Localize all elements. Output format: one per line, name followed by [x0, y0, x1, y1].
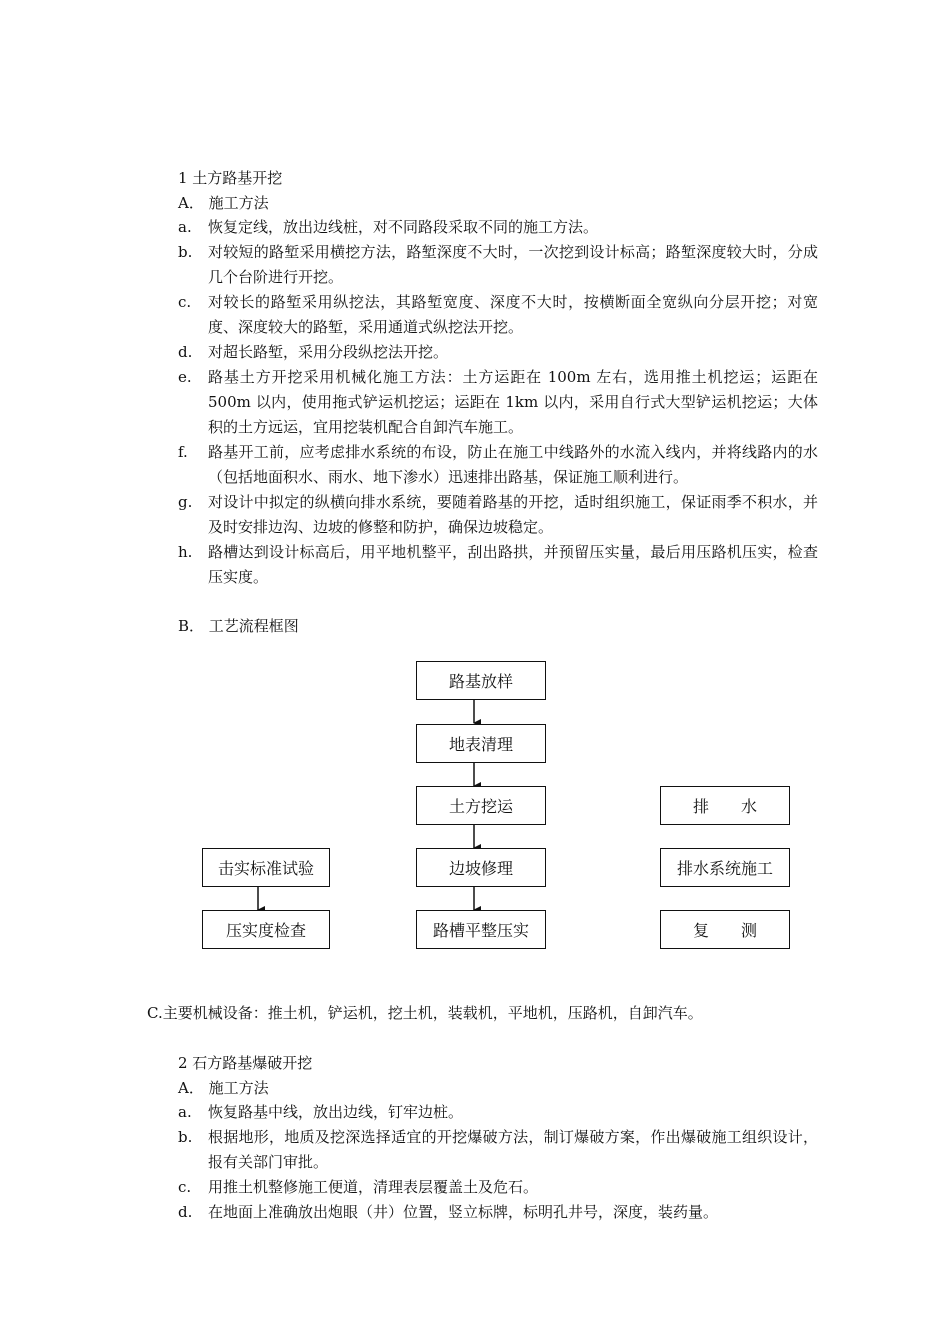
item-text: 恢复路基中线，放出边线，钉牢边桩。 [208, 1103, 464, 1121]
item-text: 对较长的路堑采用纵挖法，其路堑宽度、深度不大时，按横断面全宽纵向分层开挖；对宽度、深度较大的路堑，采用通道式纵挖法开挖。 [208, 293, 818, 336]
item-text: 对设计中拟定的纵横向排水系统，要随着路基的开挖，适时组织施工，保证雨季不积水，并及时安排边沟、边坡的修整和防护，确保边坡稳定。 [208, 493, 818, 536]
item-mark: c. [178, 293, 192, 311]
section1-partC-text: C.主要机械设备：推土机，铲运机，挖土机，装载机，平地机，压路机，自卸汽车。 [147, 1004, 703, 1022]
flow-box-resurvey: 复 测 [660, 910, 790, 949]
item-mark: d. [178, 343, 193, 361]
flow-box-clearing: 地表清理 [416, 724, 546, 763]
item-mark: b. [178, 1128, 193, 1146]
item-mark: g. [178, 493, 193, 511]
item-text: 路基土方开挖采用机械化施工方法：土方运距在 100m 左右，选用推土机挖运；运距在 500m 以内，使用拖式铲运机挖运；运距在 1km 以内，采用自行式大型铲运机挖运；大体积的土方远运，宜用挖装机配合自卸汽车施工。 [208, 368, 818, 436]
item-text: 根据地形，地质及挖深选择适宜的开挖爆破方法，制订爆破方案，作出爆破施工组织设计，报有关部门审批。 [208, 1128, 818, 1171]
s2-item-b [178, 1125, 818, 1175]
item-mark: f. [178, 443, 188, 461]
item-mark: e. [178, 368, 192, 386]
item-mark: b. [178, 243, 193, 261]
item-mark: a. [178, 218, 192, 236]
item-mark: c. [178, 1178, 192, 1196]
s2-item-d [178, 1200, 818, 1225]
item-text: 在地面上准确放出炮眼（井）位置，竖立标牌，标明孔井号，深度，装药量。 [208, 1203, 719, 1221]
flow-box-slope: 边坡修理 [416, 848, 546, 887]
item-mark: d. [178, 1203, 193, 1221]
item-text: 对较短的路堑采用横挖方法，路堑深度不大时，一次挖到设计标高；路堑深度较大时，分成几个台阶进行开挖。 [208, 243, 818, 286]
flow-box-compaction: 路槽平整压实 [416, 910, 546, 949]
s2-item-a [178, 1100, 818, 1125]
item-mark: h. [178, 543, 193, 561]
flow-box-proctor-test: 击实标准试验 [202, 848, 330, 887]
item-text: 对超长路堑，采用分段纵挖法开挖。 [208, 343, 449, 361]
s2-item-c [178, 1175, 818, 1200]
section2-partA-title: A． 施工方法 [178, 1079, 269, 1097]
item-text: 恢复定线，放出边线桩，对不同路段采取不同的施工方法。 [208, 218, 599, 236]
item-text: 路槽达到设计标高后，用平地机整平，刮出路拱，并预留压实量，最后用压路机压实，检查压实度。 [208, 543, 818, 586]
flow-box-density-check: 压实度检查 [202, 910, 330, 949]
section1-partA-title: A． 施工方法 [178, 194, 269, 212]
flow-box-drainage: 排 水 [660, 786, 790, 825]
section2-heading: 2 石方路基爆破开挖 [178, 1054, 313, 1072]
section1-partB-title: B． 工艺流程框图 [178, 617, 299, 635]
item-text: 路基开工前，应考虑排水系统的布设，防止在施工中线路外的水流入线内，并将线路内的水（包括地面积水、雨水、地下渗水）迅速排出路基，保证施工顺利进行。 [208, 443, 818, 486]
section1-heading: 1 土方路基开挖 [178, 169, 283, 187]
item-text: 用推土机整修施工便道，清理表层覆盖土及危石。 [208, 1178, 539, 1196]
flow-box-earthwork: 土方挖运 [416, 786, 546, 825]
item-mark: a. [178, 1103, 192, 1121]
flow-box-survey: 路基放样 [416, 661, 546, 700]
flow-box-drainage-system: 排水系统施工 [660, 848, 790, 887]
